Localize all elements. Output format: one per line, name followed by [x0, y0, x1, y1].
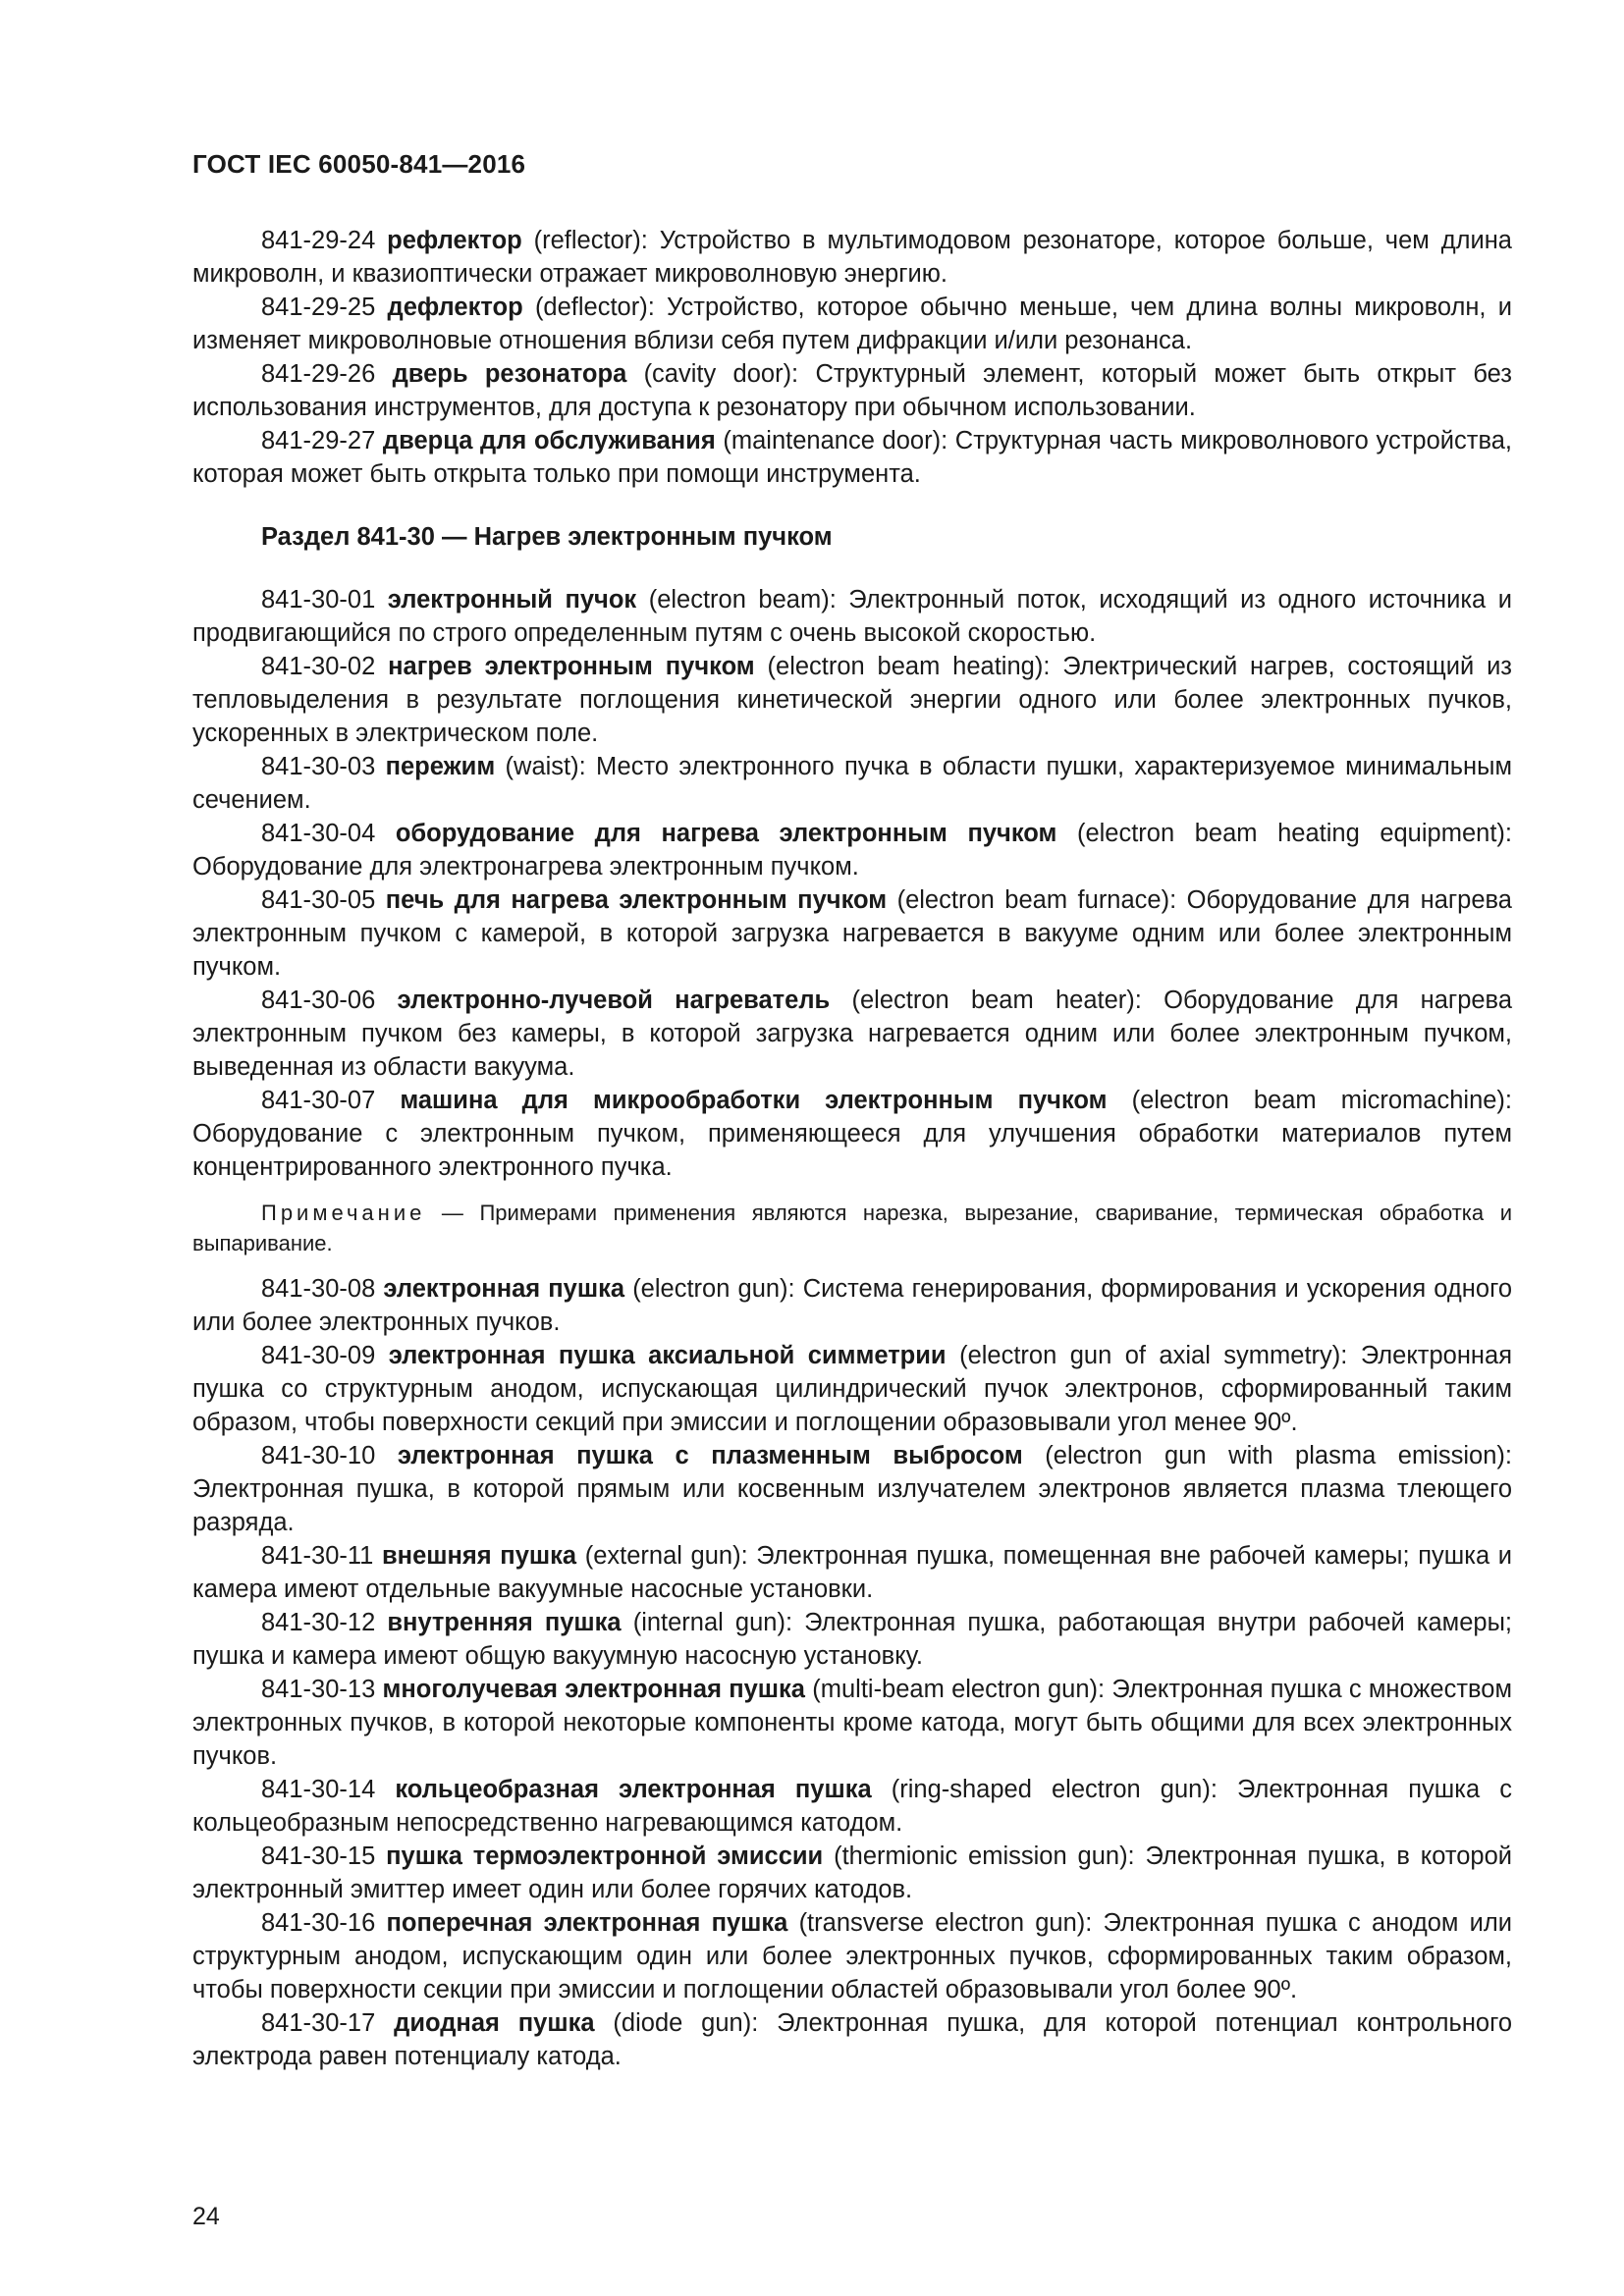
term-name: рефлектор	[387, 227, 522, 254]
term-name: внутренняя пушка	[387, 1609, 622, 1636]
term-definition: (electron beam micromachine): Оборудование с электронным пучком, применяющееся для улучшения обработки материалов путем концентрированного электронного пучка.	[192, 1087, 1513, 1181]
term-definition: (deflector): Устройство, которое обычно меньше, чем длина волны микроволн, и изменяет микроволновые отношения вблизи себя путем дифракции и/или резонанса.	[192, 294, 1512, 354]
term-number: 841-30-11	[261, 1542, 374, 1570]
term-definition: (ring-shaped electron gun): Электронная пушка с кольцеобразным непосредственно нагревающимся катодом.	[192, 1776, 1512, 1837]
document-header: ГОСТ IEC 60050-841—2016	[192, 149, 526, 179]
term-definition: (electron beam heater): Оборудование для нагрева электронным пучком без камеры, в которой загрузка нагревается одним или более электронным пучком, выведенная из области вакуума.	[192, 987, 1512, 1081]
term-entry	[192, 1084, 1512, 1184]
term-definition: (external gun): Электронная пушка, помещенная вне рабочей камеры; пушка и камера имеют отдельные вакуумные насосные установки.	[192, 1542, 1512, 1603]
term-definition: (electron beam): Электронный поток, исходящий из одного источника и продвигающийся по строго определенным путям с очень высокой скоростью.	[192, 586, 1512, 647]
term-definition: (internal gun): Электронная пушка, работающая внутри рабочей камеры; пушка и камера имеют общую вакуумную насосную установку.	[192, 1609, 1512, 1670]
term-entry	[192, 2006, 1512, 2073]
term-entry	[192, 1272, 1512, 1339]
term-name: дверь резонатора	[392, 360, 627, 388]
term-name: поперечная электронная пушка	[386, 1909, 788, 1937]
term-name: нагрев электронным пучком	[388, 653, 755, 680]
term-name: кольцеобразная электронная пушка	[395, 1776, 872, 1803]
term-number: 841-30-09	[261, 1342, 376, 1369]
term-entry	[192, 583, 1512, 650]
term-name: дверца для обслуживания	[382, 427, 716, 454]
term-entry	[192, 1840, 1512, 1906]
term-definition: (thermionic emission gun): Электронная пушка, в которой электронный эмиттер имеет один или более горячих катодов.	[192, 1842, 1513, 1903]
term-definition: (electron gun): Система генерирования, формирования и ускорения одного или более электронных пучков.	[192, 1275, 1512, 1336]
term-entry	[192, 424, 1512, 491]
term-entry	[192, 984, 1512, 1084]
term-definition: (maintenance door): Структурная часть микроволнового устройства, которая может быть открыта только при помощи инструмента.	[192, 427, 1512, 488]
term-number: 841-30-07	[261, 1087, 376, 1114]
term-definition: (electron beam furnace): Оборудование для нагрева электронным пучком с камерой, в которой загрузка нагревается в вакууме одним или более электронным пучком.	[192, 886, 1512, 981]
term-number: 841-30-06	[261, 987, 376, 1014]
entries-group-a	[192, 224, 1512, 491]
term-number: 841-30-04	[261, 820, 376, 847]
term-name: электронный пучок	[387, 586, 637, 614]
term-number: 841-30-15	[261, 1842, 376, 1870]
term-number: 841-30-16	[261, 1909, 376, 1937]
term-number: 841-30-08	[261, 1275, 376, 1303]
term-number: 841-30-13	[261, 1676, 376, 1703]
term-number: 841-30-02	[261, 653, 376, 680]
term-number: 841-29-26	[261, 360, 376, 388]
term-number: 841-30-05	[261, 886, 376, 914]
term-name: печь для нагрева электронным пучком	[385, 886, 888, 914]
term-definition: (electron gun with plasma emission): Электронная пушка, в которой прямым или косвенным излучателем электронов является плазма тлеющего разряда.	[192, 1442, 1513, 1536]
term-entry	[192, 883, 1512, 984]
entries-group-b	[192, 583, 1512, 1184]
term-name: диодная пушка	[394, 2009, 595, 2037]
term-definition: (reflector): Устройство в мультимодовом резонаторе, которое больше, чем длина микроволн, и квазиоптически отражает микроволновую энергию.	[192, 227, 1512, 288]
term-entry	[192, 1439, 1512, 1539]
term-number: 841-30-01	[261, 586, 376, 614]
term-entry	[192, 1906, 1512, 2006]
term-entry	[192, 1773, 1512, 1840]
term-entry	[192, 1539, 1512, 1606]
term-entry	[192, 1606, 1512, 1673]
term-definition: (electron beam heating equipment): Оборудование для электронагрева электронным пучком.	[192, 820, 1512, 881]
term-definition: (multi-beam electron gun): Электронная пушка с множеством электронных пучков, в которой некоторые компоненты кроме катода, могут быть общими для всех электронных пучков.	[192, 1676, 1513, 1770]
term-number: 841-30-10	[261, 1442, 376, 1469]
page-number: 24	[192, 2203, 220, 2230]
term-number: 841-30-12	[261, 1609, 376, 1636]
term-entry	[192, 1673, 1512, 1773]
term-entry	[192, 1339, 1512, 1439]
term-number: 841-30-17	[261, 2009, 376, 2037]
term-number: 841-29-27	[261, 427, 376, 454]
term-number: 841-29-25	[261, 294, 376, 321]
term-entry	[192, 817, 1512, 883]
term-definition: (electron beam heating): Электрический нагрев, состоящий из тепловыделения в результате поглощения кинетической энергии одного или более электронных пучков, ускоренных в электрическом поле.	[192, 653, 1512, 747]
term-number: 841-30-03	[261, 753, 376, 780]
document-body	[192, 224, 1512, 2073]
term-number: 841-29-24	[261, 227, 376, 254]
term-name: электронная пушка аксиальной симметрии	[388, 1342, 947, 1369]
term-entry	[192, 224, 1512, 291]
term-name: пережим	[385, 753, 496, 780]
term-definition: (cavity door): Структурный элемент, который может быть открыт без использования инструментов, для доступа к резонатору при обычном использовании.	[192, 360, 1512, 421]
term-entry	[192, 750, 1512, 817]
note	[192, 1198, 1512, 1258]
section-title: Раздел 841-30 — Нагрев электронным пучком	[261, 523, 833, 551]
term-definition: (waist): Место электронного пучка в области пушки, характеризуемое минимальным сечением.	[192, 753, 1513, 814]
term-name: электронная пушка	[383, 1275, 625, 1303]
term-name: многолучевая электронная пушка	[382, 1676, 805, 1703]
entries-group-c	[192, 1272, 1512, 2073]
term-name: дефлектор	[387, 294, 523, 321]
term-name: машина для микрообработки электронным пучком	[400, 1087, 1108, 1114]
term-entry	[192, 650, 1512, 750]
term-entry	[192, 357, 1512, 424]
term-name: внешняя пушка	[382, 1542, 577, 1570]
term-name: оборудование для нагрева электронным пучком	[395, 820, 1057, 847]
term-definition: (electron gun of axial symmetry): Электронная пушка со структурным анодом, испускающая цилиндрический пучок электронов, сформированный таким образом, чтобы поверхности секций при эмиссии и поглощении образовывали угол менее 90º.	[192, 1342, 1513, 1436]
term-number: 841-30-14	[261, 1776, 376, 1803]
term-entry	[192, 291, 1512, 357]
note-label: Примечание	[261, 1201, 426, 1225]
term-name: электронно-лучевой нагреватель	[397, 987, 831, 1014]
term-name: электронная пушка с плазменным выбросом	[397, 1442, 1023, 1469]
term-definition: (transverse electron gun): Электронная пушка с анодом или структурным анодом, испускающим один или более электронных пучков, сформированных таким образом, чтобы поверхности секции при эмиссии и поглощении областей образовывали угол более 90º.	[192, 1909, 1512, 2003]
term-name: пушка термоэлектронной эмиссии	[386, 1842, 824, 1870]
note-text: — Примерами применения являются нарезка, вырезание, сваривание, термическая обработка и выпаривание.	[192, 1201, 1512, 1255]
term-definition: (diode gun): Электронная пушка, для которой потенциал контрольного электрода равен потенциалу катода.	[192, 2009, 1513, 2070]
